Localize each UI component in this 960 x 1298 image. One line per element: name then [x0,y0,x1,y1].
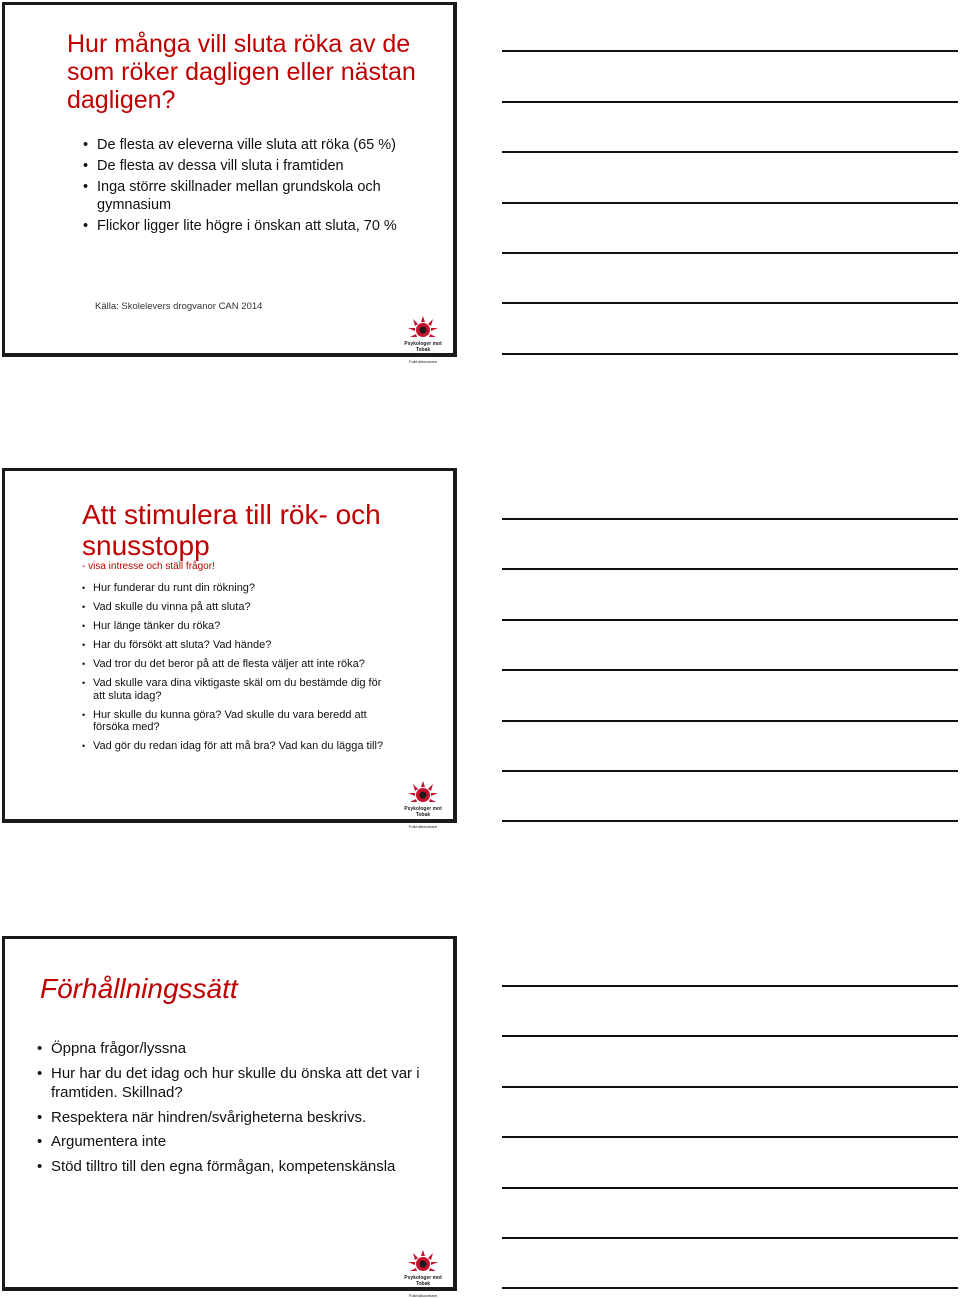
sun-logo-icon [397,1249,449,1277]
sun-logo-icon [397,315,449,343]
slide-3 [2,936,457,1298]
slide-title: Hur många vill sluta röka av de som röker dagligen eller nästan dagligen? [67,30,416,114]
note-line [502,568,958,570]
source-note: Källa: Skolelevers drogvanor CAN 2014 [95,301,263,312]
note-line [502,202,958,204]
slide-subtitle: - visa intresse och ställ frågor! [82,561,215,572]
slide-2 [2,468,457,829]
note-line [502,50,958,52]
note-line [502,669,958,671]
list-item: • Inga större skillnader mellan grundskola och gymnasium [97,178,397,214]
logo-text: Psykologer mot Tobak Sociosomer & Folkhälsovetare [404,806,442,829]
note-line [502,619,958,621]
note-line [502,1237,958,1239]
slide-1 [2,2,457,364]
list-item: • Vad tror du det beror på att de flesta väljer att inte röka? [93,658,393,671]
list-item: • Vad gör du redan idag för att må bra? Vad kan du lägga till? [93,740,393,753]
list-item: • Har du försökt att sluta? Vad hände? [93,639,393,652]
note-line [502,1035,958,1037]
list-item: • Hur funderar du runt din rökning? [93,582,393,595]
note-line [502,518,958,520]
note-line [502,985,958,987]
logo-text: Psykologer mot Tobak Sociosomer & Folkhälsovetare [404,1275,442,1298]
slide-title: Förhållningssätt [40,973,238,1004]
note-line [502,720,958,722]
note-line [502,1287,958,1289]
note-line [502,1086,958,1088]
list-item: • De flesta av eleverna ville sluta att röka (65 %) [97,136,397,154]
list-item: • Öppna frågor/lyssna [51,1039,431,1059]
list-item: • Argumentera inte [51,1132,431,1152]
note-line [502,151,958,153]
note-line [502,353,958,355]
list-item: • Vad skulle du vinna på att sluta? [93,601,393,614]
note-line [502,1136,958,1138]
psykologer-mot-tobak-logo [397,315,449,364]
bullet-list [51,1039,431,1181]
list-item: • Hur länge tänker du röka? [93,620,393,633]
note-line [502,101,958,103]
list-item: • Vad skulle vara dina viktigaste skäl om du bestämde dig för att sluta idag? [93,677,393,702]
slide-title: Att stimulera till rök- och snusstopp [82,499,381,561]
note-line [502,820,958,822]
note-line [502,302,958,304]
list-item: • Flickor ligger lite högre i önskan att sluta, 70 % [97,217,397,235]
psykologer-mot-tobak-logo [397,780,449,829]
note-line [502,252,958,254]
list-item: • Respektera när hindren/svårigheterna beskrivs. [51,1108,431,1128]
logo-text: Psykologer mot Tobak Sociosomer & Folkhälsovetare [404,341,442,364]
bullet-list [93,582,393,759]
list-item: • Hur skulle du kunna göra? Vad skulle du vara beredd att försöka med? [93,709,393,734]
bullet-list [97,136,397,238]
list-item: • De flesta av dessa vill sluta i framtiden [97,157,397,175]
list-item: • Hur har du det idag och hur skulle du önska att det var i framtiden. Skillnad? [51,1064,431,1103]
note-line [502,770,958,772]
note-line [502,1187,958,1189]
psykologer-mot-tobak-logo [397,1249,449,1298]
sun-logo-icon [397,780,449,808]
list-item: • Stöd tilltro till den egna förmågan, kompetenskänsla [51,1157,431,1177]
